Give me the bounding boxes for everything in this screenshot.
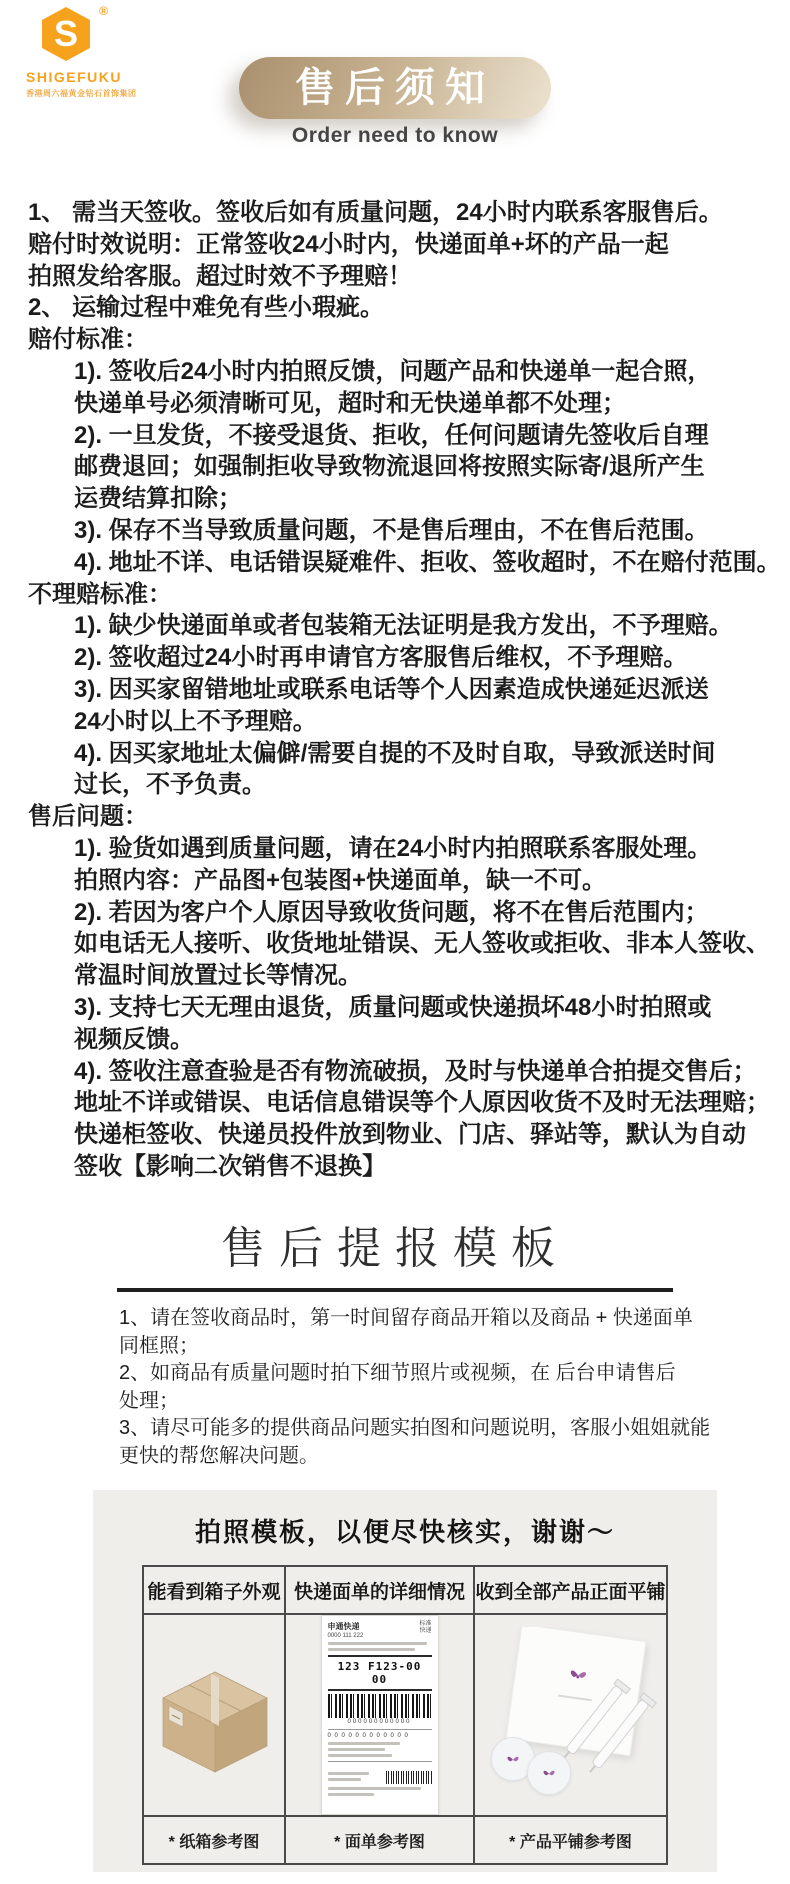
notice-line: 4). 地址不详、电话错误疑难件、拒收、签收超时，不在赔付范围。 <box>74 548 781 576</box>
registered-mark: ® <box>99 4 108 18</box>
notice-line: 3). 保存不当导致质量问题，不是售后理由，不在售后范围。 <box>74 516 709 544</box>
product-flatlay-image <box>477 1627 664 1799</box>
notice-line: 1). 缺少快递面单或者包装箱无法证明是我方发出，不予理赔。 <box>74 612 733 640</box>
photo-box-title: 拍照模板，以便尽快核实，谢谢～ <box>194 1517 615 1547</box>
template-step-line: 3、请尽可能多的提供商品问题实拍图和问题说明，客服小姐姐就能 <box>119 1417 711 1439</box>
product-flatlay-cell <box>474 1614 667 1816</box>
digits-row: 0 0 0 0 0 0 0 0 0 0 0 0 <box>327 1733 409 1739</box>
notice-line: 4). 签收注意查验是否有物流破损，及时与快递单合拍提交售后； <box>74 1057 757 1085</box>
column-header-box: 能看到箱子外观 <box>143 1566 285 1614</box>
template-section-title: 售后提报模板 <box>221 1224 569 1273</box>
barcode-digits: 000000000000 <box>347 1719 412 1725</box>
photo-template-box <box>93 1490 717 1872</box>
notice-line: 赔付标准： <box>28 326 148 354</box>
notice-line: 2). 签收超过24小时再申请官方客服售后维权，不予理赔。 <box>74 644 688 672</box>
cardboard-box-image <box>149 1650 279 1775</box>
notice-line: 地址不详或错误、电话信息错误等个人原因收货不及时无法理赔； <box>74 1089 770 1117</box>
notice-line: 2). 若因为客户个人原因导致收货问题，将不在售后范围内； <box>74 898 709 926</box>
banner-subtitle: Order need to know <box>291 124 499 147</box>
courier-name: 申通快递 <box>327 1622 360 1631</box>
notice-line: 1). 验货如遇到质量问题，请在24小时内拍照联系客服处理。 <box>74 834 712 862</box>
after-sales-banner <box>0 57 790 119</box>
notice-line: 2、 运输过程中难免有些小瑕疵。 <box>28 294 385 322</box>
notice-line: 快递柜签收、快递员投件放到物业、门店、驿站等，默认为自动 <box>74 1121 746 1149</box>
card-text-line <box>558 1694 592 1701</box>
notice-line: 邮费退回；如强制拒收导致物流退回将按照实际寄/退所产生 <box>74 453 705 481</box>
shipping-label-image <box>321 1615 439 1815</box>
notice-line: 4). 因买家地址太偏僻/需要自提的不及时自取，导致派送时间 <box>74 739 716 767</box>
notice-line: 3). 因买家留错地址或联系电话等个人因素造成快递延迟派送 <box>74 675 709 703</box>
notice-line: 1、 需当天签收。签收后如有质量问题，24小时内联系客服售后。 <box>28 199 723 226</box>
small-barcode-image <box>386 1771 432 1784</box>
notice-line: 视频反馈。 <box>74 1025 194 1053</box>
address-line-bar <box>328 1642 428 1645</box>
tracking-number: 123 F123-00 00 <box>328 1655 432 1691</box>
template-step-line: 同框照； <box>119 1334 199 1357</box>
brand-name: SHIGEFUKU <box>26 69 122 85</box>
field-line-bar <box>328 1793 375 1796</box>
column-header-flatlay: 收到全部产品正面平铺 <box>474 1566 667 1614</box>
notice-line: 快递单号必须清晰可见，超时和无快递单都不处理； <box>74 389 626 417</box>
barcode-image <box>328 1694 432 1718</box>
notice-line: 赔付时效说明：正常签收24小时内，快递面单+坏的产品一起 <box>28 230 669 258</box>
hexagon-s-logo-icon <box>40 6 92 62</box>
notice-line: 常温时间放置过长等情况。 <box>74 962 362 990</box>
notice-line: 运费结算扣除； <box>74 485 242 513</box>
notice-line: 如电话无人接听、收货地址错误、无人签收或拒收、非本人签收、 <box>74 930 770 958</box>
template-steps <box>119 1305 719 1470</box>
field-line-bar <box>328 1742 401 1745</box>
template-step-line: 2、如商品有质量问题时拍下细节照片或视频，在 后台申请售后 <box>119 1362 676 1384</box>
template-step-line: 更快的帮您解决问题。 <box>119 1444 319 1467</box>
notice-line: 签收【影响二次销售不退换】 <box>74 1152 386 1180</box>
service-type-line2: 快递 <box>419 1628 432 1634</box>
service-type-line1: 标准 <box>419 1621 432 1627</box>
title-underline <box>117 1288 673 1292</box>
column-header-label: 快递面单的详细情况 <box>285 1566 474 1614</box>
notice-line: 拍照发给客服。超过时效不予理赔！ <box>28 262 412 290</box>
notice-line: 拍照内容：产品图+包装图+快递面单，缺一不可。 <box>74 866 607 894</box>
template-step-line: 处理； <box>119 1389 179 1412</box>
banner-title: 售后须知 <box>239 57 551 119</box>
notice-line: 24小时以上不予理赔。 <box>74 707 317 735</box>
template-step-line: 1、请在签收商品时，第一时间留存商品开箱以及商品 + 快递面单 <box>119 1307 693 1329</box>
field-line-bar <box>328 1772 370 1775</box>
courier-code: 0000 111 222 <box>327 1633 364 1639</box>
notice-line: 不理赔标准： <box>28 580 172 608</box>
round-jar-icon <box>527 1751 571 1795</box>
field-line-bar <box>328 1787 422 1790</box>
notice-line: 售后问题： <box>28 803 148 831</box>
shipping-label-cell <box>285 1614 474 1816</box>
address-line-bar <box>328 1648 415 1651</box>
caption-flatlay-reference: * 产品平铺参考图 <box>474 1816 667 1864</box>
notice-line: 2). 一旦发货，不接受退货、拒收，任何问题请先签收后自理 <box>74 421 709 449</box>
caption-box-reference: * 纸箱参考图 <box>143 1816 285 1864</box>
caption-label-reference: * 面单参考图 <box>285 1816 474 1864</box>
notice-line: 3). 支持七天无理由退货，质量问题或快递损坏48小时拍照或 <box>74 993 712 1021</box>
notice-line: 过长，不予负责。 <box>74 771 266 799</box>
field-line-bar <box>328 1748 385 1751</box>
field-line-bar <box>328 1754 392 1757</box>
field-line-bar <box>328 1778 361 1781</box>
purple-brand-logo-icon <box>566 1663 590 1684</box>
cardboard-box-cell <box>143 1614 285 1816</box>
notice-line: 1). 签收后24小时内拍照反馈，问题产品和快递单一起合照， <box>74 357 712 385</box>
photo-example-table <box>142 1565 668 1865</box>
svg-text:S: S <box>53 13 79 54</box>
brand-tagline: 香港周六福黄金钻石首饰集团 <box>26 89 137 98</box>
notice-text-block <box>0 197 790 1183</box>
